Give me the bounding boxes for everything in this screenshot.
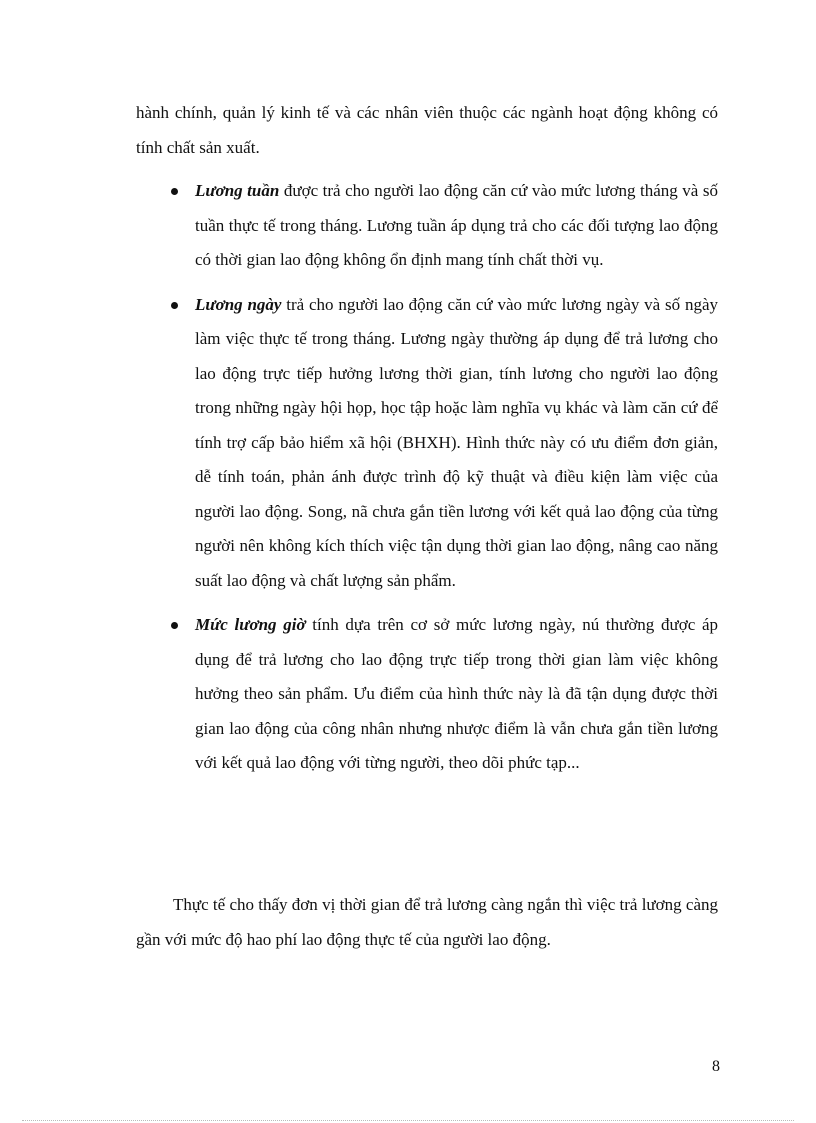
description-weekly-wage: được trả cho người lao động căn cứ vào mức lương tháng và số tuần thực tế trong tháng. Lương tuần áp dụng trả cho các đối tượng lao động có thời gian lao động không ổn định mang tính chất thời vụ. (195, 181, 719, 269)
intro-paragraph: hành chính, quản lý kinh tế và các nhân viên thuộc các ngành hoạt động không có tính chất sản xuất. (136, 103, 718, 157)
term-hourly-wage: Mức lương giờ (195, 615, 306, 634)
bullet-icon (171, 188, 178, 195)
description-daily-wage: trả cho người lao động căn cứ vào mức lương ngày và số ngày làm việc thực tế trong tháng. Lương ngày thường áp dụng để trả lương cho lao động trực tiếp hưởng lương thời gian, tính lương cho người lao động trong những ngày hội họp, học tập hoặc làm nghĩa vụ khác và làm căn cứ để tính trợ cấp bảo hiểm xã hội (BHXH). Hình thức này có ưu điểm đơn giản, dễ tính toán, phản ánh được trình độ kỹ thuật và điều kiện làm việc của người lao động. Song, nã chưa gắn tiền lương với kết quả lao động của từng người nên không kích thích việc tận dụng thời gian lao động, nâng cao năng suất lao động và chất lượng sản phẩm. (195, 294, 718, 590)
conclusion-paragraph: Thực tế cho thấy đơn vị thời gian để trả lương càng ngắn thì việc trả lương càng gần với mức độ hao phí lao động thực tế của người lao động. (136, 895, 718, 949)
description-hourly-wage: tính dựa trên cơ sở mức lương ngày, nú thường được áp dụng để trả lương cho lao động trực tiếp trong thời gian làm việc không hưởng theo sản phẩm. Ưu điểm của hình thức này là đã tận dụng được thời gian lao động của công nhân nhưng nhược điểm là vẫn chưa gắn tiền lương với kết quả lao động với từng người, theo dõi phức tạp... (195, 615, 718, 772)
list-item-daily-wage (170, 288, 718, 599)
term-weekly-wage: Lương tuần (195, 181, 280, 200)
bullet-icon (171, 302, 178, 309)
page-number: 8 (712, 1058, 720, 1075)
bullet-icon (171, 622, 178, 629)
footer-divider (22, 1120, 794, 1121)
list-item-hourly-wage (170, 608, 718, 781)
list-item-weekly-wage (170, 174, 718, 278)
wage-type-list (170, 174, 718, 791)
term-daily-wage: Lương ngày (195, 294, 282, 314)
